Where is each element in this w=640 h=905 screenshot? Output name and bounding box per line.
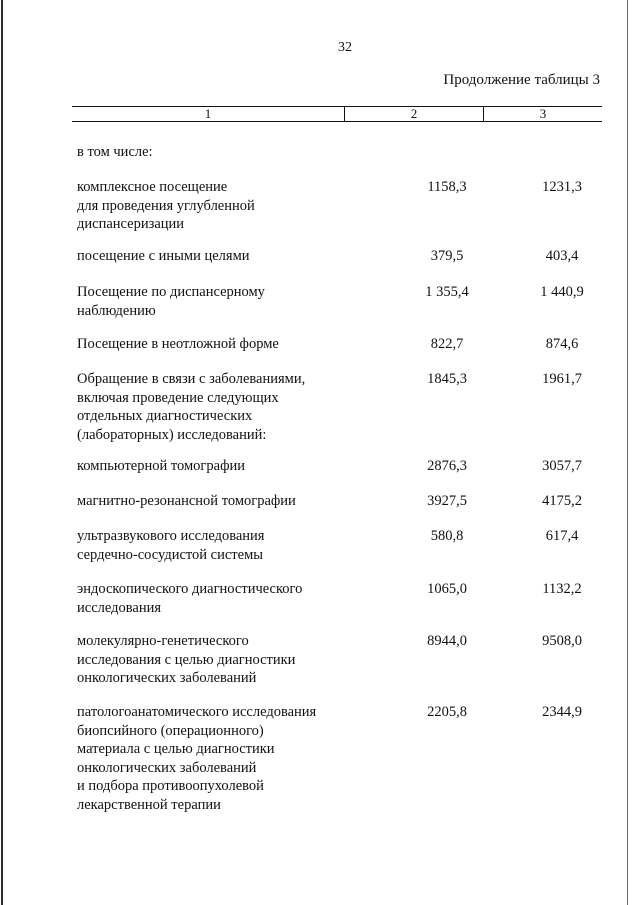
- row-label-line: магнитно-резонансной томографии: [77, 493, 296, 509]
- header-col-1: 1: [72, 107, 345, 121]
- intro-label: в том числе:: [77, 144, 153, 160]
- scan-edge-left: [1, 0, 3, 905]
- row-label-line: Обращение в связи с заболеваниями,: [77, 371, 306, 387]
- row-label-line: компьютерной томографии: [77, 458, 245, 474]
- row-label-line: онкологических заболеваний: [77, 759, 257, 776]
- row-value-col-3: 1961,7: [542, 371, 582, 387]
- row-value-col-3: 1132,2: [542, 581, 582, 597]
- row-label-line: диспансеризации: [77, 216, 185, 232]
- row-label-line: Посещение по диспансерному: [77, 284, 265, 300]
- row-label: [77, 457, 377, 476]
- row-value-col-2: 2205,8: [427, 704, 467, 720]
- row-value-col-3: 403,4: [545, 248, 579, 264]
- row-value-col-2: 379,5: [430, 248, 464, 264]
- row-label-line: и подбора противоопухолевой: [77, 778, 264, 794]
- table-header: [72, 106, 602, 122]
- row-label-line: онкологических заболеваний: [77, 670, 257, 686]
- row-value-col-2: 8944,0: [427, 633, 467, 649]
- row-value-col-3: 2344,9: [542, 704, 582, 720]
- row-value-col-2: 822,7: [430, 336, 464, 352]
- header-col-2: 2: [345, 107, 484, 121]
- page-number: 32: [338, 40, 352, 55]
- row-label: [77, 247, 377, 266]
- row-label-line: материала с целью диагностики: [77, 741, 275, 757]
- row-label-line: для проведения углубленной: [77, 197, 255, 214]
- row-label-line: включая проведение следующих: [77, 389, 279, 406]
- row-value-col-3: 9508,0: [542, 633, 582, 649]
- row-value-col-3: 3057,7: [542, 458, 582, 474]
- row-value-col-2: 1065,0: [427, 581, 467, 597]
- row-value-col-2: 1 355,4: [425, 284, 469, 300]
- row-value-col-3: 4175,2: [542, 493, 582, 509]
- row-value-col-2: 1158,3: [427, 179, 467, 195]
- row-label-line: биопсийного (операционного): [77, 722, 264, 739]
- row-label-line: ультразвукового исследования: [77, 528, 265, 544]
- row-label: [77, 703, 377, 814]
- row-label-line: эндоскопического диагностического: [77, 581, 303, 597]
- row-label: [77, 283, 377, 320]
- row-label-line: наблюдению: [77, 302, 156, 319]
- row-value-col-2: 1845,3: [427, 371, 467, 387]
- row-value-col-2: 2876,3: [427, 458, 467, 474]
- scan-edge-right: [627, 0, 628, 905]
- row-label-line: Посещение в неотложной форме: [77, 336, 279, 352]
- row-label-line: лекарственной терапии: [77, 796, 221, 813]
- row-value-col-2: 3927,5: [427, 493, 467, 509]
- row-label-line: сердечно-сосудистой системы: [77, 546, 263, 563]
- row-label-line: комплексное посещение: [77, 179, 228, 195]
- row-value-col-3: 1231,3: [542, 179, 582, 195]
- table-continuation-label: Продолжение таблицы 3: [443, 72, 600, 88]
- row-value-col-2: 580,8: [430, 528, 464, 544]
- row-label-line: отдельных диагностических: [77, 408, 253, 424]
- row-label: [77, 178, 377, 234]
- row-label-line: молекулярно-генетического: [77, 633, 249, 649]
- row-label-line: посещение с иными целями: [77, 248, 250, 264]
- header-col-3: 3: [539, 106, 547, 121]
- row-label-line: исследования: [77, 599, 162, 616]
- row-label-line: исследования с целью диагностики: [77, 651, 296, 668]
- row-label-line: патологоанатомического исследования: [77, 704, 317, 720]
- row-label: [77, 370, 377, 444]
- row-label: [77, 527, 377, 564]
- row-label: [77, 335, 377, 354]
- row-label: [77, 492, 377, 511]
- row-value-col-3: 617,4: [545, 528, 579, 544]
- row-value-col-3: 1 440,9: [540, 284, 584, 300]
- row-label: [77, 580, 377, 617]
- row-label: [77, 632, 377, 688]
- row-label-line: (лабораторных) исследований:: [77, 426, 267, 443]
- row-value-col-3: 874,6: [545, 336, 579, 352]
